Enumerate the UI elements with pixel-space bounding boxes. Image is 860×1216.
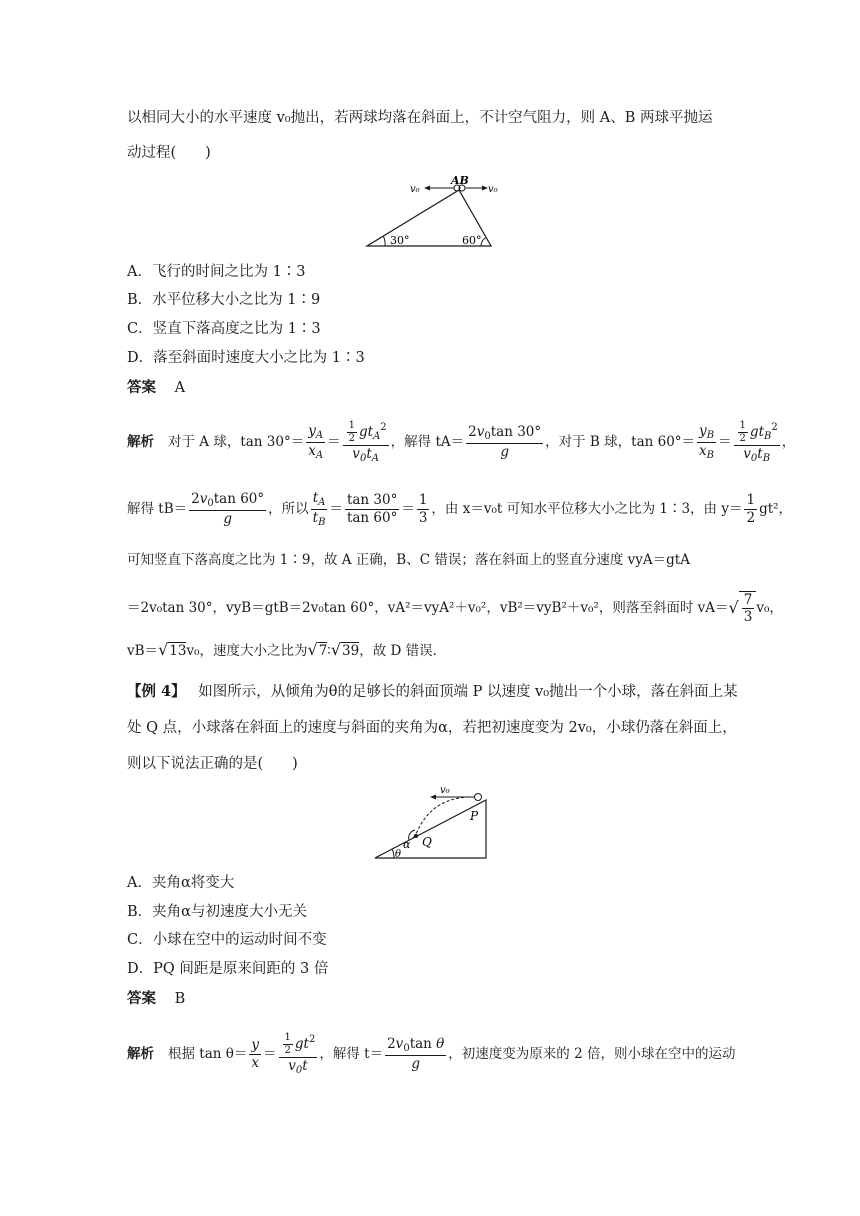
frac-y-x: $\frac{y}{x}$	[251, 1037, 260, 1071]
ex4-option-d: D．PQ 间距是原来间距的 3 倍	[127, 961, 329, 977]
frac-t: $\frac{2v_0\tan \theta}{g}$	[387, 1035, 445, 1072]
ex3-option-d: D．落至斜面时速度大小之比为 1∶3	[127, 350, 365, 366]
sqrt-symbol: √	[330, 640, 342, 659]
ex3-analysis-l2b: ，所以	[268, 501, 309, 517]
ex4-analysis-d: ，初速度变为原来的 2 倍，则小球在空中的运动	[448, 1046, 736, 1062]
frac-one-third: $\frac{1}{3}$	[418, 492, 428, 526]
fig-angle-30: 30°	[390, 234, 410, 247]
ex4-incline-figure	[370, 784, 492, 862]
ex3-analysis-l2e: gt²，	[759, 501, 793, 517]
frac-tan-ratio: $\frac{\tan 30^\circ}{\tan 60^\circ}$	[346, 492, 398, 526]
ex3-analysis-l1c: ，对于 B 球，tan 60°＝	[545, 434, 696, 450]
ex3-incline-figure	[362, 172, 502, 252]
ex3-analysis-label: 解析	[127, 434, 154, 450]
ex3-answer-label: 答案	[127, 379, 156, 396]
ex4-analysis-line1	[127, 1024, 735, 1084]
ex3-analysis-l5e: ∶	[327, 643, 331, 659]
ex3-analysis-l1b: ，解得 tA＝	[390, 434, 465, 450]
ex3-stem-line2: 动过程( )	[127, 145, 211, 161]
ex3-option-b: B．水平位移大小之比为 1∶9	[127, 292, 321, 308]
fig4-label-q: Q	[422, 835, 432, 849]
frac-ya-xa: $\frac{y_A}{x_A}$	[308, 422, 324, 461]
fig-label-ab: AB	[451, 174, 469, 187]
frac-yb-xb: $\frac{y_B}{x_B}$	[699, 422, 715, 461]
ex3-analysis-line5	[127, 640, 446, 661]
ex4-analysis-a: 根据 tan θ＝	[168, 1046, 248, 1062]
frac-ta: $\frac{2v_0\tan 30^\circ}{g}$	[468, 423, 542, 460]
ex3-analysis-l4a: ＝2v₀tan 30°，vyB＝gtB＝2v₀tan 60°，vA²＝vyA²＋v₀²，vB²＝vyB²＋v₀²，则落至斜面时 vA＝	[127, 600, 729, 616]
sqrt-39: 39	[342, 643, 360, 659]
ex3-stem-line1: 以相同大小的水平速度 v₀抛出，若两球均落在斜面上，不计空气阻力，则 A、B 两球平抛运	[127, 110, 713, 126]
ex3-analysis-line4	[127, 588, 783, 628]
ex3-analysis-line1: 解析 对于 A 球，tan 30°＝ $\frac{y_A}{x_A}$ ＝ $\frac{1}{2}$ $gt_A^2$ $v_0t_A$ ，解得 tA＝ $\frac{2v_0\tan 30^\circ}{g}$ ，对于 B 球，tan 60°＝ $\frac{y_B}{x_B}$ ＝ $\frac{1}{2}$ $gt_B^2$ $v_0t_B$ ，	[127, 419, 796, 464]
sqrt-symbol: √	[307, 640, 318, 659]
fig-label-v0-left: v₀	[410, 184, 420, 195]
frac-one-half: $\frac{1}{2}$	[746, 492, 756, 526]
ex4-analysis-c: ，解得 t＝	[319, 1046, 384, 1062]
fig4-label-theta: θ	[395, 849, 402, 860]
ex3-option-a: A．飞行的时间之比为 1∶3	[127, 264, 306, 280]
frac-tb: $\frac{2v_0\tan 60^\circ}{g}$	[191, 490, 265, 527]
ex4-answer	[127, 989, 185, 1009]
ex4-answer-label: 答案	[127, 990, 156, 1007]
ex4-answer-value: B	[174, 991, 186, 1007]
ex4-analysis-b: ＝	[263, 1046, 277, 1062]
sqrt-symbol: √	[158, 640, 169, 659]
frac-ta-tb: $\frac{t_A}{t_B}$	[312, 489, 326, 528]
sqrt-seven-thirds: $\frac{7}{3}$	[739, 591, 757, 625]
ex3-analysis-l2c: ＝	[329, 501, 343, 517]
ex4-option-b: B．夹角α与初速度大小无关	[127, 904, 307, 920]
ex4-stem-line1	[127, 682, 738, 702]
ex4-stem-l1: 如图所示，从倾角为θ的足够长的斜面顶端 P 以速度 v₀抛出一个小球，落在斜面上某	[198, 684, 738, 700]
ex3-option-c: C．竖直下落高度之比为 1∶3	[127, 321, 321, 337]
ex3-analysis-l4b: v₀，	[756, 600, 783, 616]
fig4-label-v0: v₀	[440, 785, 450, 796]
ex3-analysis-l2d: ，由 x＝v₀t 可知水平位移大小之比为 1∶3，由 y＝	[431, 501, 743, 517]
ex4-stem-line2: 处 Q 点，小球落在斜面上的速度与斜面的夹角为α，若把初速度变为 2v₀，小球仍落在斜面上，	[127, 720, 737, 736]
ex3-answer	[127, 378, 185, 398]
frac-half-gtb2: $\frac{1}{2}$ $gt_B^2$ $v_0t_B$	[734, 420, 780, 465]
ex3-analysis-l5a: vB＝	[127, 643, 159, 659]
ex3-answer-value: A	[174, 380, 186, 396]
frac-half-gt2: $\frac{1}{2}$ $gt^2$ $v_0t$	[279, 1032, 318, 1077]
sqrt-symbol: √	[728, 598, 739, 617]
ex3-analysis-line3: 可知竖直下落高度之比为 1∶9，故 A 正确，B、C 错误；落在斜面上的竖直分速度 vyA＝gtA	[127, 552, 690, 568]
ex3-analysis-l5c: v₀，速度大小之比为	[186, 643, 308, 659]
ex4-tag: 【例 4】	[127, 683, 186, 700]
sqrt-7: 7	[318, 643, 328, 659]
frac-half-gta2: $\frac{1}{2}$ $gt_A^2$ $v_0t_A$	[343, 420, 389, 465]
ex3-analysis-l5g: ，故 D 错误．	[359, 643, 447, 659]
fig-label-v0-right: v₀	[488, 184, 498, 195]
sqrt-13: 13	[169, 643, 187, 659]
ex3-analysis-line2: 解得 tB＝ $\frac{2v_0\tan 60^\circ}{g}$ ，所以 $\frac{t_A}{t_B}$ ＝ $\frac{\tan 30^\circ}{\tan 60^\circ}$ ＝ $\frac{1}{3}$ ，由 x＝v₀t 可知水平位移大小之比为 1∶3，由 y＝ $\frac{1}{2}$ gt²，	[127, 489, 793, 528]
fig-angle-60: 60°	[462, 234, 482, 247]
ex4-stem-line3: 则以下说法正确的是( )	[127, 756, 298, 772]
ex4-option-a: A．夹角α将变大	[127, 875, 235, 891]
ex3-analysis-l1a: 对于 A 球，tan 30°＝	[168, 434, 305, 450]
ex4-option-c: C．小球在空中的运动时间不变	[127, 932, 327, 948]
ex4-analysis-label: 解析	[127, 1046, 154, 1062]
fig4-label-alpha: α	[403, 838, 411, 851]
ex3-analysis-l2a: 解得 tB＝	[127, 501, 188, 517]
fig4-label-p: P	[470, 809, 479, 823]
